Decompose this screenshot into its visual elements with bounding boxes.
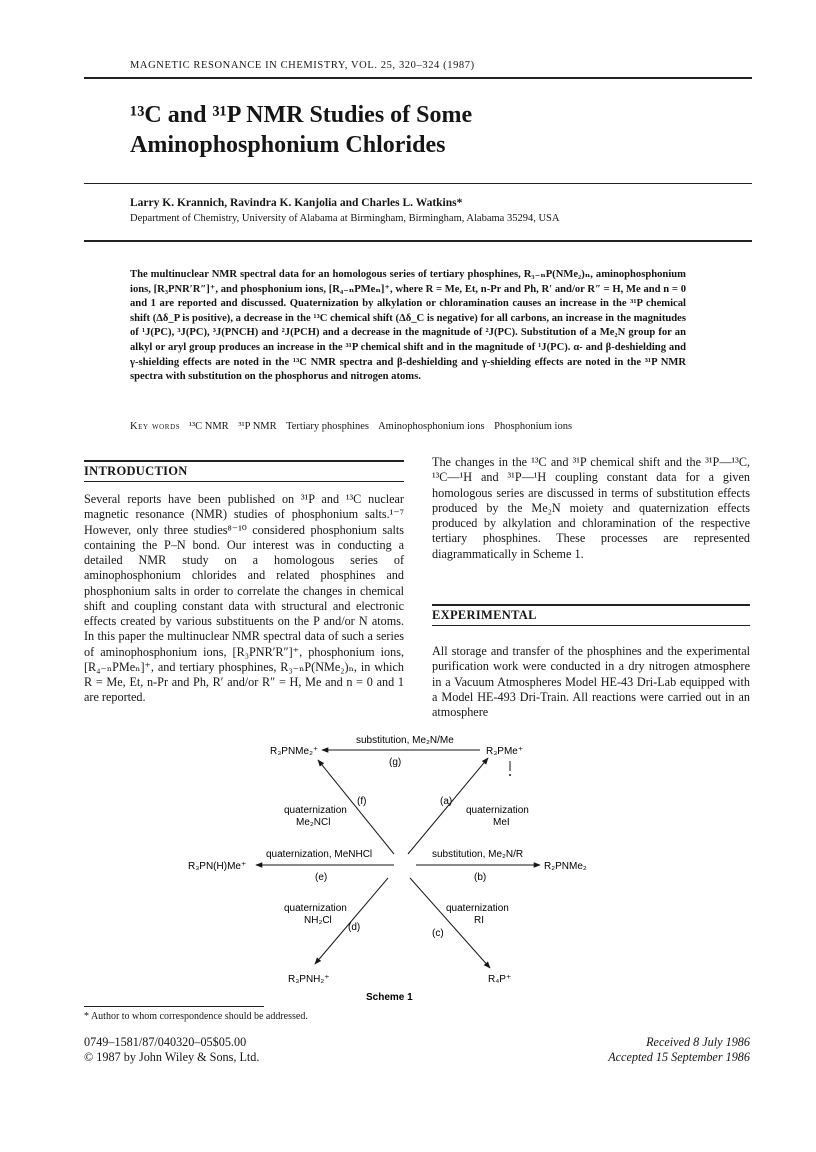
experimental-paragraph: All storage and transfer of the phosphines and the experimental purification work were conducted in a dry nitrogen atmosphere in a Vacuum Atmospheres Model HE-43 Dri-Lab equipped with a Model HE-493 Dri-Train. All reactions were carried out in an atmosphere xyxy=(432,644,750,719)
stray-dot xyxy=(509,774,511,776)
label-c-text1: quaternization xyxy=(446,903,509,914)
label-g-text: substitution, Me₂N/Me xyxy=(356,735,454,746)
keyword: Aminophosphonium ions xyxy=(378,421,485,432)
title-line-1: ¹³C and ³¹P NMR Studies of Some xyxy=(130,102,473,128)
experimental-rule-top xyxy=(432,604,750,606)
label-d: (d) xyxy=(348,922,361,933)
label-c-text2: RI xyxy=(474,915,484,926)
author-list: Larry K. Krannich, Ravindra K. Kanjolia and Charles L. Watkins* xyxy=(130,197,463,209)
label-c: (c) xyxy=(432,928,444,939)
scheme-svg xyxy=(170,728,630,1008)
label-f-text1: quaternization xyxy=(284,805,347,816)
label-d-text1: quaternization xyxy=(284,903,347,914)
footnote: * Author to whom correspondence should be addressed. xyxy=(84,1011,308,1022)
experimental-body xyxy=(432,644,750,720)
label-b-text: substitution, Me₂N/R xyxy=(432,849,524,860)
keyword: ¹³C NMR xyxy=(188,421,229,432)
node-top-right: R₃PMe⁺ xyxy=(486,746,524,757)
label-a-text2: MeI xyxy=(493,817,510,828)
introduction-continuation-paragraph: The changes in the ¹³C and ³¹P chemical shift and the ³¹P—¹³C, ¹³C—¹H and ³¹P—¹H coupling constant data for a given homologous series are discussed in terms of substitution effects produced by the Me₂N moiety and quaternization effects produced by alkylation and chloramination of the respective tertiary phosphines. These processes are represented diagrammatically in Scheme 1. xyxy=(432,455,750,561)
keywords xyxy=(130,421,579,432)
keyword: Phosphonium ions xyxy=(494,421,573,432)
title-line-2: Aminophosphonium Chlorides xyxy=(130,132,446,158)
label-f-text2: Me₂NCl xyxy=(296,817,331,828)
experimental-rule-bottom xyxy=(432,625,750,626)
keyword: Tertiary phosphines xyxy=(286,421,370,432)
label-a-text1: quaternization xyxy=(466,805,529,816)
label-b: (b) xyxy=(474,872,487,883)
issn-code: 0749–1581/87/040320–05$05.00 xyxy=(84,1035,247,1049)
keyword: ³¹P NMR xyxy=(238,421,277,432)
article-title xyxy=(130,100,690,160)
label-g: (g) xyxy=(389,757,402,768)
accepted-date: Accepted 15 September 1986 xyxy=(608,1050,750,1064)
received-date: Received 8 July 1986 xyxy=(646,1035,750,1049)
introduction-paragraph: Several reports have been published on ³¹P and ¹³C nuclear magnetic resonance (NMR) studies of phosphonium salts.¹⁻⁷ However, only three studies⁸⁻¹⁰ considered phosphonium salts containing the P–N bond. Our interest was in conducting a detailed NMR study on a homologous series of aminophosphonium chlorides and related phosphines and phosphonium salts in order to correlate the changes in chemical shift and coupling constant data with structural and electronic effects created by various substituents on the P and/or N atoms. In this paper the multinuclear NMR spectral data of such a series of aminophosphonium ions, [R₃PNR′R″]⁺, phosphonium ions, [R₄₋ₙPMeₙ]⁺, and tertiary phosphines, R₃₋ₙP(NMe₂)ₙ, in which R = Me, Et, n-Pr and Ph, R′ and/or R″ = H, Me and n = 0 and 1 are reported. xyxy=(84,492,404,705)
label-e-text: quaternization, MeNHCl xyxy=(266,849,373,860)
running-head: MAGNETIC RESONANCE IN CHEMISTRY, VOL. 25, 320–324 (1987) xyxy=(130,60,475,71)
footnote-rule xyxy=(84,1006,264,1007)
label-d-text2: NH₂Cl xyxy=(304,915,332,926)
intro-rule-bottom xyxy=(84,481,404,482)
label-f: (f) xyxy=(357,796,367,807)
copyright: © 1987 by John Wiley & Sons, Ltd. xyxy=(84,1050,260,1064)
label-e: (e) xyxy=(315,872,328,883)
node-bottom-right: R₄P⁺ xyxy=(488,974,512,985)
node-left: R₃PN(H)Me⁺ xyxy=(188,861,247,872)
title-rule xyxy=(84,183,752,184)
scheme-caption: Scheme 1 xyxy=(366,992,413,1003)
header-rule xyxy=(84,77,752,79)
node-right-label: R₂PNMe₂ xyxy=(544,861,587,872)
introduction-body xyxy=(84,492,404,706)
label-a: (a) xyxy=(440,796,453,807)
scheme-1-diagram xyxy=(170,728,630,1008)
node-top-left: R₃PNMe₂⁺ xyxy=(270,746,319,757)
intro-rule-top xyxy=(84,460,404,462)
abstract: The multinuclear NMR spectral data for an homologous series of tertiary phosphines, R₃₋ₙP(NMe₂)ₙ, aminophosphonium ions, [R₃PNR′R″]⁺, and phosphonium ions, [R₄₋ₙPMeₙ]⁺, where R = Me, Et, n-Pr and Ph, R′ and/or R″ = H, Me and n = 0 and 1 are reported and discussed. Quaternization by alkylation or chloramination causes an increase in the ³¹P chemical shift (Δδ_P is positive), a decrease in the ¹³C chemical shift (Δδ_C is negative) for all carbons, an increase in the magnitudes of ¹J(PC), ³J(PC), ³J(PNCH) and ²J(PCH) and a decrease in the magnitude of ²J(PC). Substitution of a Me₂N group for an alkyl or aryl group produces an increase in the ³¹P chemical shift and in the magnitude of ¹J(PC). α- and β-deshielding and γ-shielding effects are noted in the ¹³C NMR spectra and β-deshielding and γ-shielding effects are noted in the ³¹P NMR spectra with substitution on the phosphorus and nitrogen atoms. xyxy=(130,269,686,383)
affiliation: Department of Chemistry, University of Alabama at Birmingham, Birmingham, Alabama 35294, USA xyxy=(130,213,560,224)
node-bottom-left: R₃PNH₂⁺ xyxy=(288,974,330,985)
authors-rule xyxy=(84,240,752,242)
keywords-label: Key words xyxy=(130,421,181,432)
section-heading-experimental: EXPERIMENTAL xyxy=(432,608,537,622)
section-heading-introduction: INTRODUCTION xyxy=(84,464,188,478)
introduction-continuation xyxy=(432,455,750,562)
